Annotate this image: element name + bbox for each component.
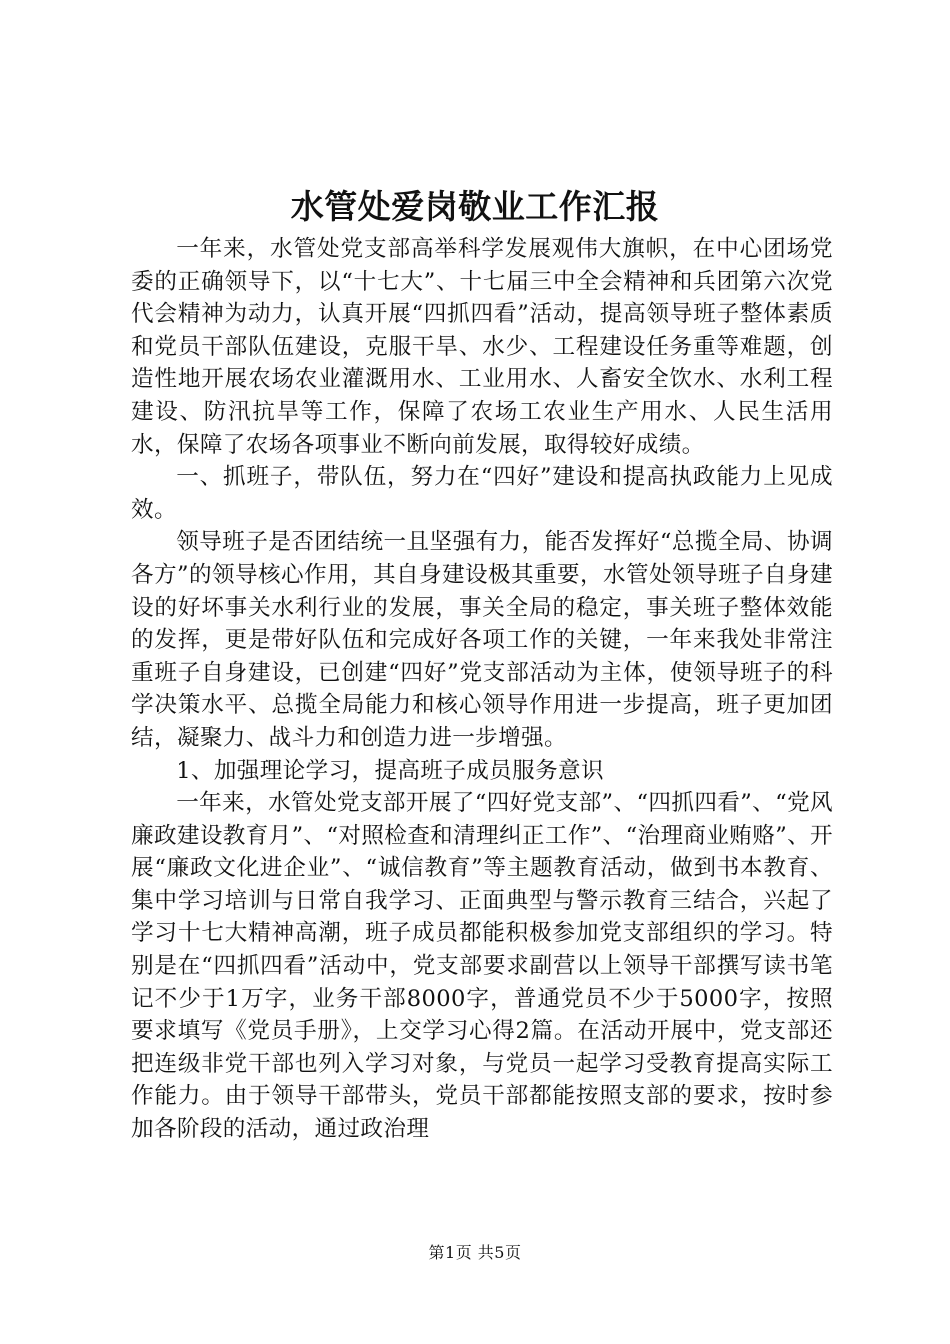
document-title: 水管处爱岗敬业工作汇报: [290, 187, 660, 226]
document-body: [131, 233, 833, 1146]
paragraph-study: 一年来，水管处党支部开展了“四好党支部”、“四抓四看”、“党风廉政建设教育月”、“对照检查和清理纠正工作”、“治理商业贿赂”、开展“廉政文化进企业”、“诚信教育”等主题教育活动，做到书本教育、集中学习培训与日常自我学习、正面典型与警示教育三结合，兴起了学习十七大精神高潮，班子成员都能积极参加党支部组织的学习。特别是在“四抓四看”活动中，党支部要求副营以上领导干部撰写读书笔记不少于1万字，业务干部8000字，普通党员不少于5000字，按照要求填写《党员手册》，上交学习心得2篇。在活动开展中，党支部还把连级非党干部也列入学习对象，与党员一起学习受教育提高实际工作能力。由于领导干部带头，党员干部都能按照支部的要求，按时参加各阶段的活动，通过政治理: [131, 790, 833, 1143]
section-heading-1: 一、抓班子，带队伍，努力在“四好”建设和提高执政能力上见成效。: [131, 464, 833, 523]
paragraph-leadership: 领导班子是否团结统一且坚强有力，能否发挥好“总揽全局、协调各方”的领导核心作用，其自身建设极其重要，水管处领导班子自身建设的好坏事关水利行业的发展，事关全局的稳定，事关班子整体效能的发挥，更是带好队伍和完成好各项工作的关键，一年来我处非常注重班子自身建设，已创建“四好”党支部活动为主体，使领导班子的科学决策水平、总揽全局能力和核心领导作用进一步提高，班子更加团结，凝聚力、战斗力和创造力进一步增强。: [131, 529, 833, 751]
paragraph-intro: 一年来，水管处党支部高举科学发展观伟大旗帜，在中心团场党委的正确领导下，以“十七大”、十七届三中全会精神和兵团第六次党代会精神为动力，认真开展“四抓四看”活动，提高领导班子整体素质和党员干部队伍建设，克服干旱、水少、工程建设任务重等难题，创造性地开展农场农业灌溉用水、工业用水、人畜安全饮水、水利工程建设、防汛抗旱等工作，保障了农场工农业生产用水、人民生活用水，保障了农场各项事业不断向前发展，取得较好成绩。: [131, 236, 833, 458]
page-footer: 第1页 共5页: [428, 1243, 522, 1262]
subsection-heading-1: 1、加强理论学习，提高班子成员服务意识: [176, 757, 604, 784]
